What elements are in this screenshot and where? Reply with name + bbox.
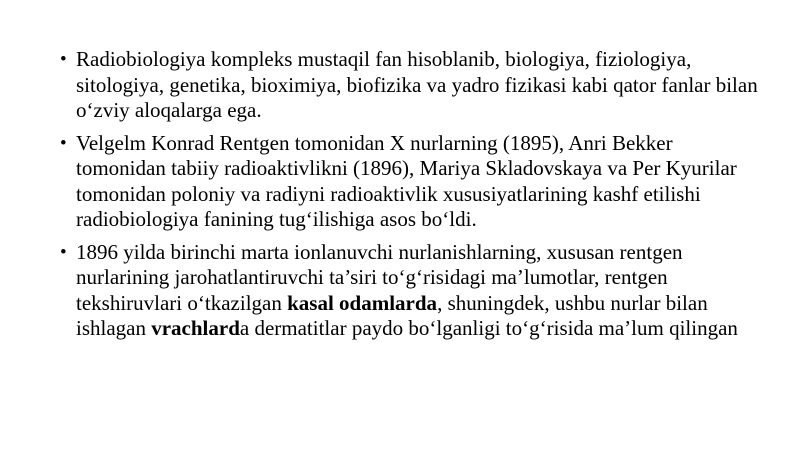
bullet-text-1: Radiobiologiya kompleks mustaqil fan hisoblanib, biologiya, fiziologiya, sitologiya, genetika, bioximiya, biofizika va yadro fizikasi kabi qator fanlar bilan o‘zviy aloqalarga ega. [76, 47, 758, 122]
bullet-list [60, 47, 760, 349]
bullet-text-2: Velgelm Konrad Rentgen tomonidan X nurlarning (1895), Anri Bekker tomonidan tabiiy radioaktivlikni (1896), Mariya Skladovskaya va Per Kyurilar tomonidan poloniy va radiyni radioaktivlik xususiyatlarining kashf etilishi radiobiologiya fanining tug‘ilishiga asos bo‘ldi. [76, 130, 737, 231]
bold-phrase-vrachlard: vrachlard [151, 316, 240, 340]
bullet-icon: • [60, 132, 67, 154]
bullet-text-3-part-2: , shuningdek, ushbu nurlar bilan ishlagan [76, 290, 708, 340]
bullet-text-3-part-1: 1896 yilda birinchi marta ionlanuvchi nurlanishlarning, xususan rentgen nurlarining jarohatlantiruvchi ta’siri to‘g‘risidagi ma’lumotlar, rentgen tekshiruvlari o‘tkazilgan [76, 239, 683, 315]
bullet-item-2 [60, 131, 760, 233]
bullet-item-1 [60, 47, 760, 124]
bullet-text-3-part-3: a dermatitlar paydo bo‘lganligi to‘g‘risida ma’lum qilingan [239, 316, 738, 340]
bullet-icon: • [60, 241, 67, 263]
bold-phrase-kasal-odamlarda: kasal odamlarda [287, 290, 438, 315]
bullet-item-3 [60, 240, 760, 342]
bullet-text-3 [76, 240, 738, 341]
bullet-icon: • [60, 49, 67, 70]
